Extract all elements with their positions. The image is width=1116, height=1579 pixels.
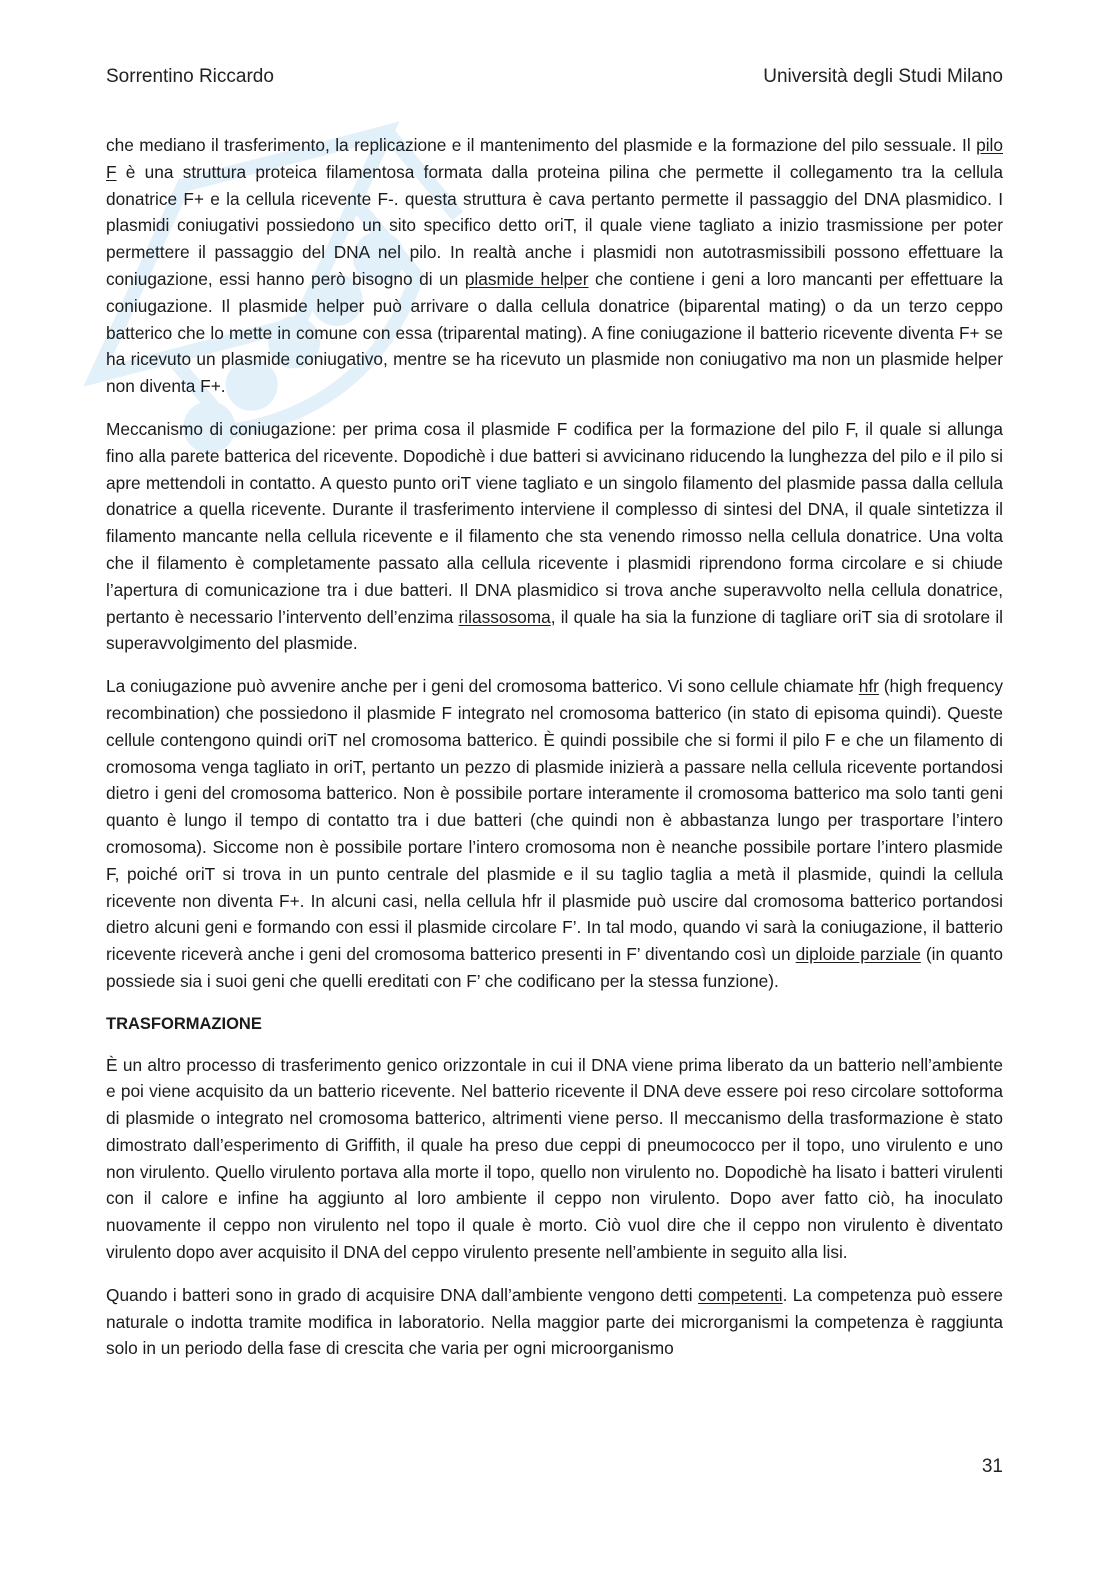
p5-text-2: . La competenza può essere naturale o indotta tramite modifica in laboratorio. Nella maggior parte dei microrganismi la competenza è raggiunta solo in un periodo della fase di crescita che varia per ogni microorganismo	[106, 1284, 1003, 1359]
term-pilo-f: pilo F	[106, 135, 1003, 182]
p3-text-1: La coniugazione può avvenire anche per i geni del cromosoma batterico. Vi sono cellule chiamate	[106, 676, 859, 697]
document-body	[106, 132, 1003, 1374]
header-university: Università degli Studi Milano	[763, 66, 1003, 87]
term-competenti: competenti	[698, 1284, 783, 1305]
page-number: 31	[981, 1456, 1003, 1477]
page-header	[106, 66, 1003, 88]
paragraph-4	[106, 1052, 1003, 1266]
term-plasmide-helper: plasmide helper	[464, 268, 589, 289]
p1-text-1: che mediano il trasferimento, la replicazione e il mantenimento del plasmide e la formazione del pilo sessuale. Il	[106, 135, 977, 155]
p3-text-2: (high frequency recombination) che possiedono il plasmide F integrato nel cromosoma batterico (in stato di episoma quindi). Queste cellule contengono quindi oriT nel cromosoma batterico. È quindi possibile che si formi il pilo F e che un filamento di cromosoma venga tagliato in oriT, pertanto un pezzo di plasmide inizierà a passare nella cellula ricevente portandosi dietro i geni del cromosoma batterico. Non è possibile portare interamente il cromosoma batterico ma solo tanti geni quanto è lungo il tempo di contatto tra i due batteri (che quindi non è abbastanza lungo per trasportare l’intero cromosoma). Siccome non è possibile portare l’intero cromosoma non è neanche possibile portare l’intero plasmide F, poiché oriT si trova in un punto centrale del plasmide e il su taglio taglia a metà il plasmide, quindi la cellula ricevente non diventa F+. In alcuni casi, nella cellula hfr il plasmide può uscire dal cromosoma batterico portandosi dietro alcuni geni e formando con essi il plasmide circolare F’. In tal modo, quando vi sarà la coniugazione, il batterio ricevente riceverà anche i geni del cromosoma batterico presenti in F’ diventando così un	[106, 676, 1003, 965]
paragraph-5	[106, 1282, 1003, 1362]
section-title-trasformazione: TRASFORMAZIONE	[106, 1014, 262, 1033]
paragraph-3	[106, 673, 1003, 995]
term-rilassosoma: rilassosoma	[458, 606, 551, 627]
p4-text-1: È un altro processo di trasferimento genico orizzontale in cui il DNA viene prima liberato da un batterio nell’ambiente e poi viene acquisito da un batterio ricevente. Nel batterio ricevente il DNA deve essere poi reso circolare sottoforma di plasmide o integrato nel cromosoma batterico, altrimenti viene perso. Il meccanismo della trasformazione è stato dimostrato dall’esperimento di Griffith, il quale ha preso due ceppi di pneumococco per il topo, uno virulento e uno non virulento. Quello virulento portava alla morte il topo, quello non virulento no. Dopodichè ha lisato i batteri virulenti con il calore e infine ha aggiunto al loro ambiente il ceppo non virulento. Dopo aver fatto ciò, ha inoculato nuovamente il ceppo non virulento nel topo il quale è morto. Ciò vuol dire che il ceppo non virulento è diventato virulento dopo aver acquisito il DNA del ceppo virulento presente nell’ambiente in seguito alla lisi.	[106, 1054, 1003, 1263]
p5-text-1: Quando i batteri sono in grado di acquisire DNA dall’ambiente vengono detti	[106, 1284, 699, 1305]
term-hfr: hfr	[858, 676, 879, 697]
p3-text-3: (in quanto possiede sia i suoi geni che quelli ereditati con F’ che codificano per la stessa funzione).	[106, 944, 1003, 991]
paragraph-2	[106, 416, 1003, 657]
paragraph-1	[106, 132, 1003, 400]
p1-text-2: è una struttura proteica filamentosa formata dalla proteina pilina che permette il collegamento tra la cellula donatrice F+ e la cellula ricevente F-. questa struttura è cava pertanto permette il passaggio del DNA plasmidico. I plasmidi coniugativi possiedono un sito specifico detto oriT, il quale viene tagliato a inizio trasmissione per poter permettere il passaggio del DNA nel pilo. In realtà anche i plasmidi non autotrasmissibili possono effettuare la coniugazione, essi hanno però bisogno di un	[106, 161, 1003, 289]
p1-text-3: che contiene i geni a loro mancanti per effettuare la coniugazione. Il plasmide helper può arrivare o dalla cellula donatrice (biparental mating) o da un terzo ceppo batterico che lo mette in comune con essa (triparental mating). A fine coniugazione il batterio ricevente diventa F+ se ha ricevuto un plasmide coniugativo, mentre se ha ricevuto un plasmide non coniugativo ma non un plasmide helper non diventa F+.	[106, 268, 1004, 397]
term-diploide-parziale: diploide parziale	[795, 944, 921, 965]
header-author: Sorrentino Riccardo	[106, 66, 274, 87]
p2-text-1: Meccanismo di coniugazione: per prima cosa il plasmide F codifica per la formazione del pilo F, il quale si allunga fino alla parete batterica del ricevente. Dopodichè i due batteri si avvicinano riducendo la lunghezza del pilo e il pilo si apre mettendoli in contatto. A questo punto oriT viene tagliato e un singolo filamento del plasmide passa dalla cellula donatrice a quella ricevente. Durante il trasferimento interviene il complesso di sintesi del DNA, il quale sintetizza il filamento mancante nella cellula ricevente e il filamento che sta venendo rimosso nella cellula donatrice. Una volta che il filamento è completamente passato alla cellula ricevente i plasmidi riprendono forma circolare e si chiude l’apertura di comunicazione tra i due batteri. Il DNA plasmidico si trova anche superavvolto nella cellula donatrice, pertanto è necessario l’intervento dell’enzima	[106, 418, 1003, 627]
p2-text-2: , il quale ha sia la funzione di tagliare oriT sia di srotolare il superavvolgimento del plasmide.	[106, 606, 1004, 654]
